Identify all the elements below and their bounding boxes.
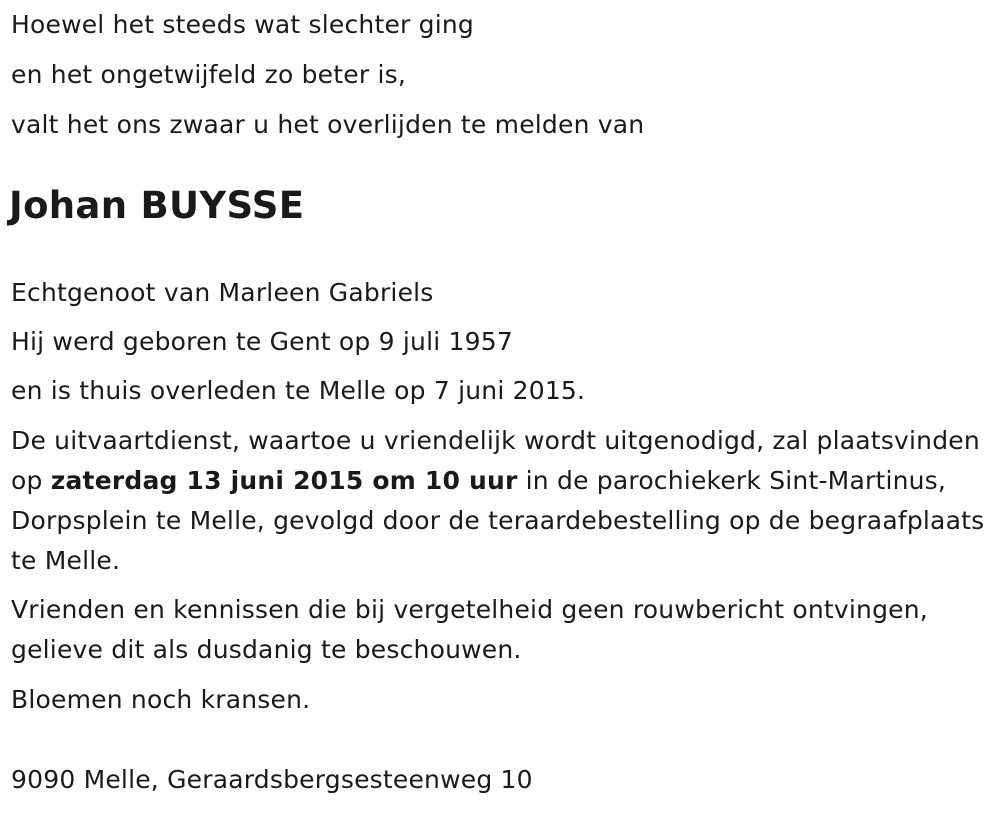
birth-line: Hij werd geboren te Gent op 9 juli 1957: [11, 327, 513, 356]
spouse-line: Echtgenoot van Marleen Gabriels: [11, 278, 434, 307]
intro-line-1: Hoewel het steeds wat slechter ging: [11, 10, 474, 39]
deceased-name: Johan BUYSSE: [9, 184, 305, 227]
funeral-date-time: zaterdag 13 juni 2015 om 10 uur: [50, 466, 518, 495]
funeral-text-after: in de parochiekerk Sint-Martinus, Dorpsplein te Melle, gevolgd door de teraardebestelling op de begraafplaats te Melle.: [11, 466, 985, 575]
funeral-text-before: De uitvaartdienst, waartoe u vriendelijk wordt uitgenodigd, zal plaatsvinden op: [11, 426, 980, 495]
intro-line-3: valt het ons zwaar u het overlijden te melden van: [11, 110, 645, 139]
notice-paragraph: Vrienden en kennissen die bij vergetelheid geen rouwbericht ontvingen, gelieve dit als dusdanig te beschouwen.: [11, 595, 928, 664]
funeral-paragraph: [11, 421, 986, 581]
address-line: 9090 Melle, Geraardsbergsesteenweg 10: [11, 765, 533, 794]
intro-line-2: en het ongetwijfeld zo beter is,: [11, 60, 406, 89]
flowers-line: Bloemen noch kransen.: [11, 685, 311, 714]
death-line: en is thuis overleden te Melle op 7 juni 2015.: [11, 376, 586, 405]
